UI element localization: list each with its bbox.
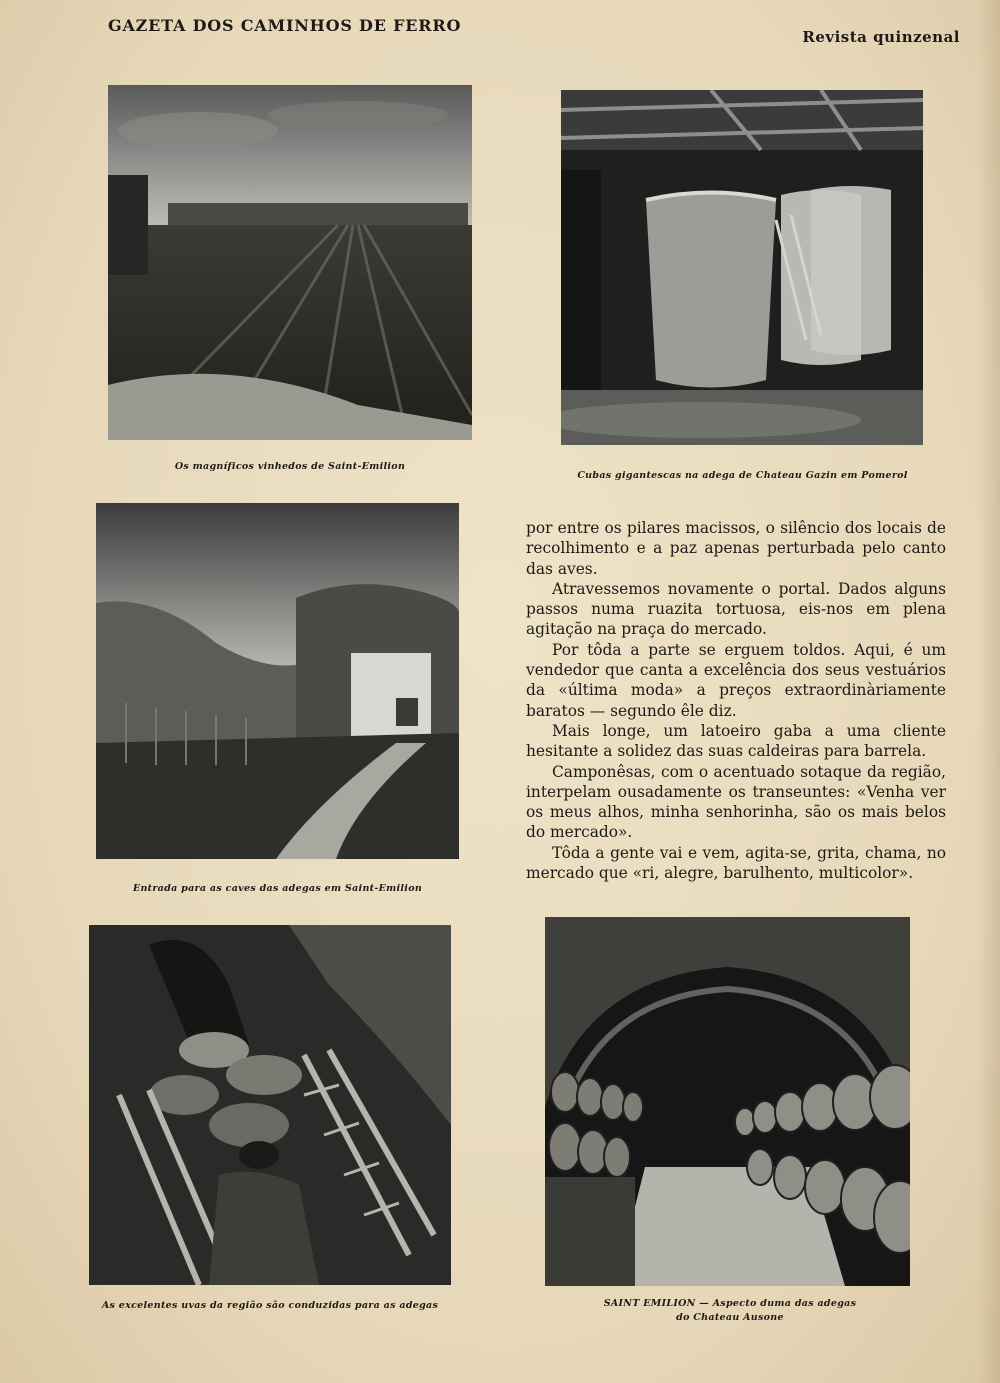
page-edge-shadow (978, 0, 1000, 1383)
article-paragraph: Camponêsas, com o acentuado sotaque da região, interpelam ousadamente os transeuntes: «Venha ver os meus alhos, minha senhorinha, são os mais belos do mercado». (526, 762, 946, 842)
article-paragraph: Atravessemos novamente o portal. Dados alguns passos numa ruazita tortuosa, eis-nos em plena agitação na praça do mercado. (526, 579, 946, 639)
edition-label: Revista quinzenal (802, 28, 960, 46)
vineyard-photo (108, 85, 472, 440)
article-text (526, 518, 946, 883)
wine-vats-photo (561, 90, 923, 445)
caption-line: SAINT EMILION — Aspecto duma das adegas (603, 1298, 857, 1309)
photo-caption: Cubas gigantescas na adega de Chateau Gazin em Pomerol (577, 470, 908, 481)
photo-caption: Os magníficos vinhedos de Saint-Emilion (174, 461, 406, 472)
article-paragraph: por entre os pilares macissos, o silêncio dos locais de recolhimento e a paz apenas perturbada pelo canto das aves. (526, 519, 946, 578)
grape-cart-photo (89, 925, 451, 1285)
article-paragraph: Mais longe, um latoeiro gaba a uma cliente hesitante a solidez das suas caldeiras para barrela. (526, 721, 946, 761)
article-paragraph: Por tôda a parte se erguem toldos. Aqui, é um vendedor que canta a excelência dos seus vestuários da «última moda» a preços extraordinàriamente baratos — segundo êle diz. (526, 640, 946, 720)
photo-caption: As excelentes uvas da região são conduzidas para as adegas (101, 1300, 439, 1311)
barrel-cellar-photo (545, 917, 910, 1286)
cellar-entrance-photo (96, 503, 459, 859)
publication-title: GAZETA DOS CAMINHOS DE FERRO (108, 16, 462, 35)
photo-caption (560, 1297, 900, 1325)
caption-line: do Chateau Ausone (676, 1312, 784, 1323)
photo-caption: Entrada para as caves das adegas em Saint-Emilion (132, 883, 423, 894)
article-paragraph: Tôda a gente vai e vem, agita-se, grita, chama, no mercado que «ri, alegre, barulhento, multicolor». (526, 843, 946, 883)
